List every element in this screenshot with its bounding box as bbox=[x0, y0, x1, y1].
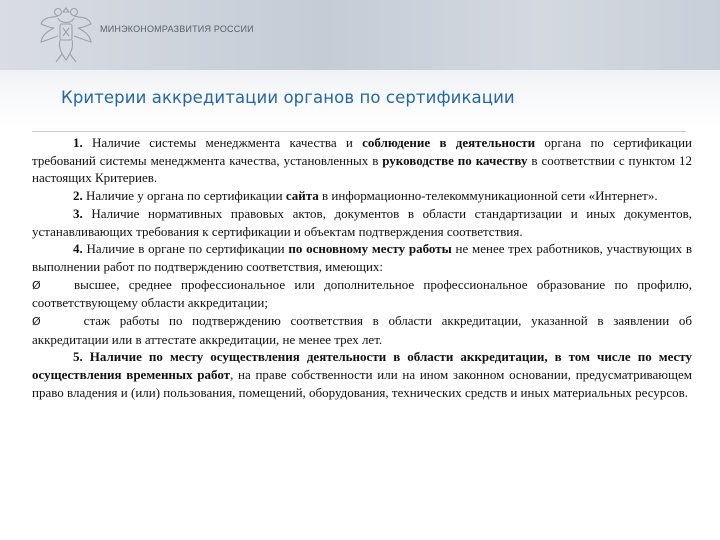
header-band bbox=[0, 0, 720, 70]
page-title: Критерии аккредитации органов по сертификации bbox=[61, 88, 515, 107]
double-headed-eagle-emblem-icon bbox=[38, 4, 94, 66]
criterion-4-bullet-1: Ø высшее, среднее профессиональное или дополнительное профессиональное образование по профилю, соответствующему области аккредитации; bbox=[32, 276, 692, 311]
criteria-text bbox=[32, 134, 692, 402]
criterion-4: 4. Наличие в органе по сертификации по основному месту работы не менее трех работников, участвующих в выполнении работ по подтверждению соответствия, имеющих: bbox=[32, 241, 692, 274]
criterion-3: 3. Наличие нормативных правовых актов, документов в области стандартизации и иных документов, устанавливающих требования к сертификации и объектам подтверждения соответствия. bbox=[32, 205, 692, 239]
criterion-5-number: 5. bbox=[73, 349, 83, 365]
criterion-1: 1. Наличие системы менеджмента качества и соблюдение в деятельности органа по сертификации требований системы менеджмента качества, установленных в руководстве по качеству в соответствии с пунктом 12 настоящих Критериев. bbox=[32, 135, 693, 186]
arrow-bullet-icon: Ø bbox=[32, 278, 41, 292]
criterion-4-number: 4. bbox=[73, 241, 83, 257]
title-divider bbox=[32, 131, 686, 132]
criterion-2-number: 2. bbox=[73, 188, 83, 204]
criterion-3-number: 3. bbox=[73, 205, 83, 221]
arrow-bullet-icon: Ø bbox=[32, 315, 41, 329]
criterion-4-bullet-2: Ø стаж работы по подтверждению соответствия в области аккредитации, указанной в заявлении об аккредитации или в аттестате аккредитации, не менее трех лет. bbox=[32, 313, 692, 347]
ministry-name: МИНЭКОНОМРАЗВИТИЯ РОССИИ bbox=[100, 24, 254, 34]
criterion-5: 5. Наличие по месту осуществления деятельности в области аккредитации, в том числе по месту осуществления временных работ, на праве собственности или на ином законном основании, предусматривающем право владения и (или) пользования, помещений, оборудования, технических средств и иных материальных ресурсов. bbox=[32, 349, 692, 400]
criterion-2: 2. Наличие у органа по сертификации сайта в информационно-телекоммуникационной сети «Интернет». bbox=[73, 188, 658, 204]
criterion-1-number: 1. bbox=[73, 135, 83, 150]
